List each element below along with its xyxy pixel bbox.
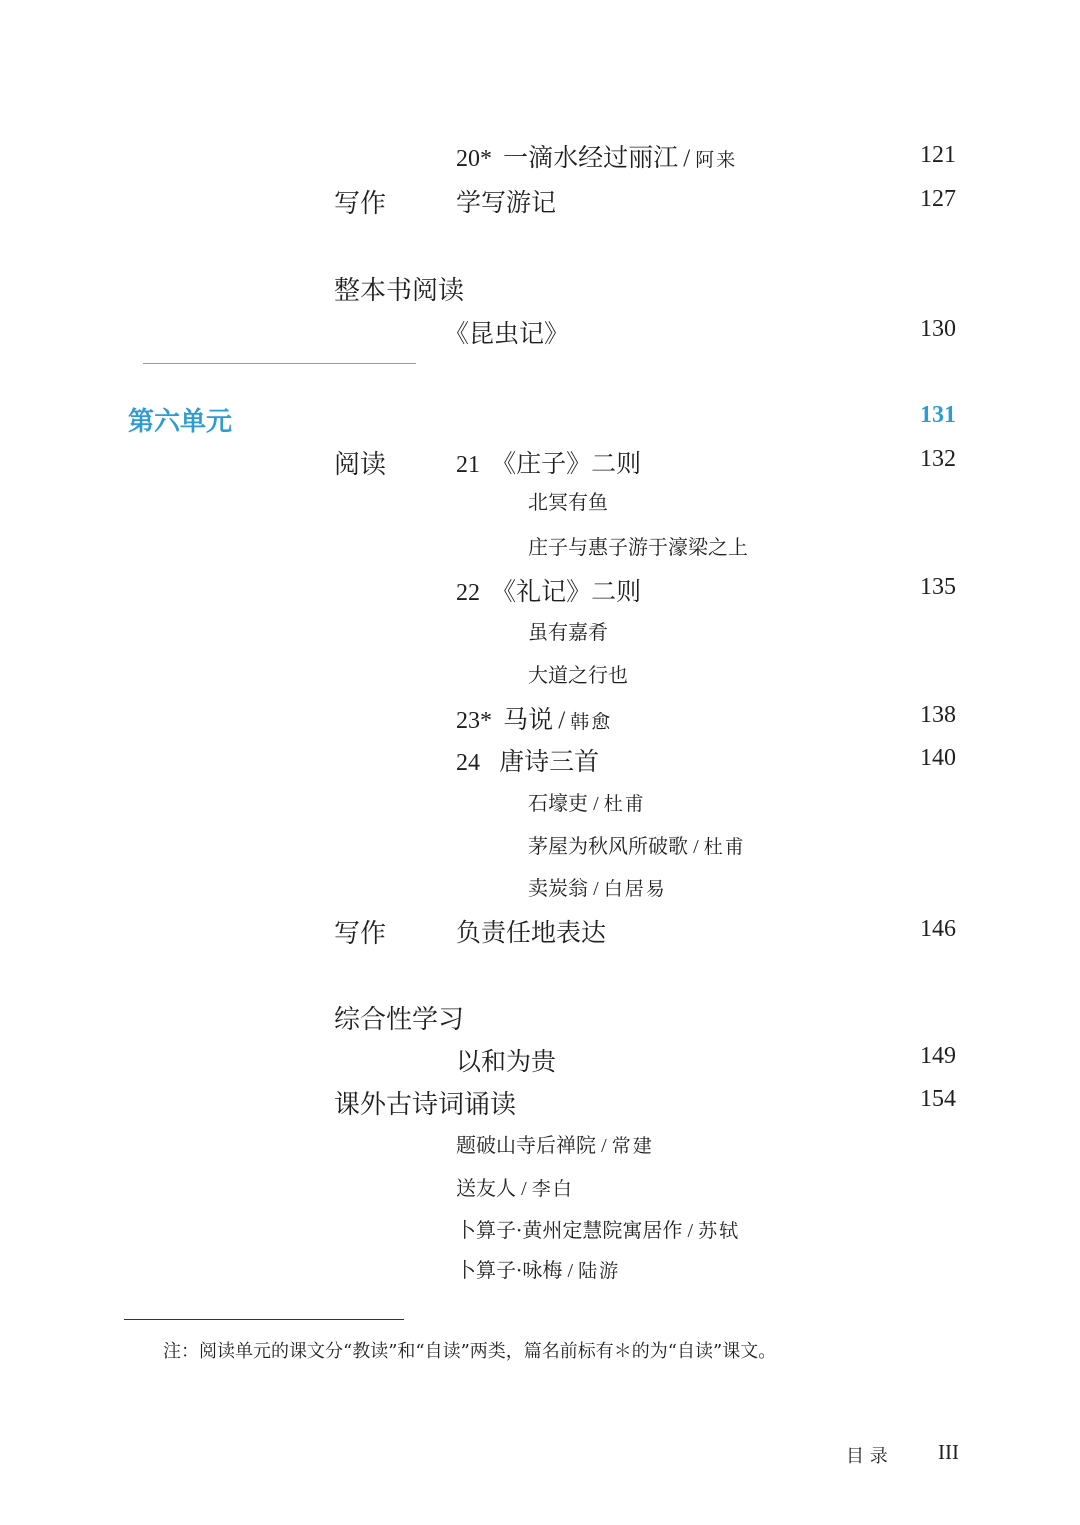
poem-title: 送友人 bbox=[456, 1176, 516, 1200]
lesson-number: 20* bbox=[456, 146, 492, 172]
page-number: 121 bbox=[920, 142, 956, 168]
poem-title: 题破山寺后禅院 bbox=[456, 1133, 596, 1157]
unit-heading[interactable]: 第六单元 bbox=[128, 407, 233, 437]
separator: / bbox=[567, 1260, 574, 1282]
separator: / bbox=[693, 836, 699, 858]
section-label-reading: 阅读 bbox=[334, 450, 387, 480]
poem-author: 陆游 bbox=[578, 1260, 621, 1282]
sub-entry[interactable] bbox=[456, 1129, 654, 1158]
section-label-integrated: 综合性学习 bbox=[334, 1005, 465, 1035]
lesson-number: 24 bbox=[456, 750, 480, 776]
poem-title: 石壕吏 bbox=[528, 791, 588, 815]
sub-entry[interactable] bbox=[528, 787, 646, 816]
sub-entry[interactable] bbox=[528, 872, 667, 901]
section-label-writing: 写作 bbox=[334, 189, 387, 219]
section-label-extra-poems[interactable]: 课外古诗词诵读 bbox=[334, 1090, 517, 1120]
toc-entry-22[interactable] bbox=[456, 572, 641, 608]
unit-page-number: 131 bbox=[920, 402, 956, 428]
page-number: 154 bbox=[920, 1086, 956, 1112]
poem-author: 杜甫 bbox=[703, 836, 746, 858]
sub-entry[interactable]: 大道之行也 bbox=[528, 663, 628, 687]
toc-entry-20[interactable] bbox=[456, 138, 737, 174]
lesson-author: 阿来 bbox=[695, 149, 738, 171]
lesson-title: 马说 bbox=[503, 705, 554, 734]
separator: / bbox=[683, 145, 691, 172]
separator: / bbox=[687, 1220, 694, 1242]
footnote: 注：阅读单元的课文分“教读”和“自读”两类，篇名前标有＊的为“自读”课文。 bbox=[163, 1341, 777, 1362]
page-number: 138 bbox=[920, 702, 956, 728]
toc-entry-writing2[interactable]: 负责任地表达 bbox=[456, 918, 607, 947]
sub-entry[interactable]: 虽有嘉肴 bbox=[528, 620, 608, 644]
toc-entry-23[interactable] bbox=[456, 700, 612, 736]
separator: / bbox=[521, 1178, 527, 1200]
sub-entry[interactable]: 庄子与惠子游于濠梁之上 bbox=[528, 535, 748, 559]
lesson-number: 21 bbox=[456, 452, 480, 478]
toc-entry-21[interactable] bbox=[456, 444, 641, 480]
section-label-whole-book: 整本书阅读 bbox=[334, 276, 465, 306]
poem-author: 杜甫 bbox=[603, 793, 646, 815]
poem-author: 李白 bbox=[531, 1178, 574, 1200]
lesson-number: 23* bbox=[456, 708, 492, 734]
poem-title: 茅屋为秋风所破歌 bbox=[528, 834, 688, 858]
footnote-rule bbox=[124, 1319, 404, 1320]
sub-entry[interactable]: 北冥有鱼 bbox=[528, 490, 608, 514]
poem-title: 卖炭翁 bbox=[528, 876, 588, 900]
toc-entry-writing1[interactable]: 学写游记 bbox=[456, 188, 557, 217]
lesson-title: 一滴水经过丽江 bbox=[503, 143, 679, 172]
toc-entry-integrated[interactable]: 以和为贵 bbox=[456, 1047, 557, 1076]
toc-entry-whole-book[interactable]: 《昆虫记》 bbox=[444, 319, 570, 348]
lesson-title: 《礼记》二则 bbox=[491, 577, 642, 606]
section-label-writing: 写作 bbox=[334, 919, 387, 949]
sub-entry[interactable] bbox=[456, 1172, 574, 1201]
separator: / bbox=[593, 793, 599, 815]
page-number: 132 bbox=[920, 446, 956, 472]
lesson-title: 唐诗三首 bbox=[499, 747, 600, 776]
page-number: 127 bbox=[920, 186, 956, 212]
page-number: 130 bbox=[920, 316, 956, 342]
footer-page-number: III bbox=[938, 1440, 959, 1464]
toc-entry-24[interactable] bbox=[456, 742, 599, 778]
page-number: 140 bbox=[920, 745, 956, 771]
footer-label: 目 录 bbox=[846, 1446, 888, 1467]
sub-entry[interactable] bbox=[456, 1214, 740, 1243]
sub-entry[interactable] bbox=[456, 1254, 620, 1283]
page-number: 149 bbox=[920, 1043, 956, 1069]
sub-entry[interactable] bbox=[528, 830, 746, 859]
page-number: 146 bbox=[920, 916, 956, 942]
separator: / bbox=[593, 878, 599, 900]
poem-author: 白居易 bbox=[603, 878, 667, 900]
separator: / bbox=[558, 707, 566, 734]
separator: / bbox=[601, 1135, 607, 1157]
poem-title: 卜算子·黄州定慧院寓居作 bbox=[456, 1218, 683, 1242]
page-number: 135 bbox=[920, 574, 956, 600]
lesson-number: 22 bbox=[456, 580, 480, 606]
poem-author: 常建 bbox=[611, 1135, 654, 1157]
poem-author: 苏轼 bbox=[698, 1220, 741, 1242]
poem-title: 卜算子·咏梅 bbox=[456, 1258, 563, 1282]
unit-divider bbox=[143, 363, 416, 364]
lesson-title: 《庄子》二则 bbox=[491, 449, 642, 478]
lesson-author: 韩愈 bbox=[570, 711, 613, 733]
